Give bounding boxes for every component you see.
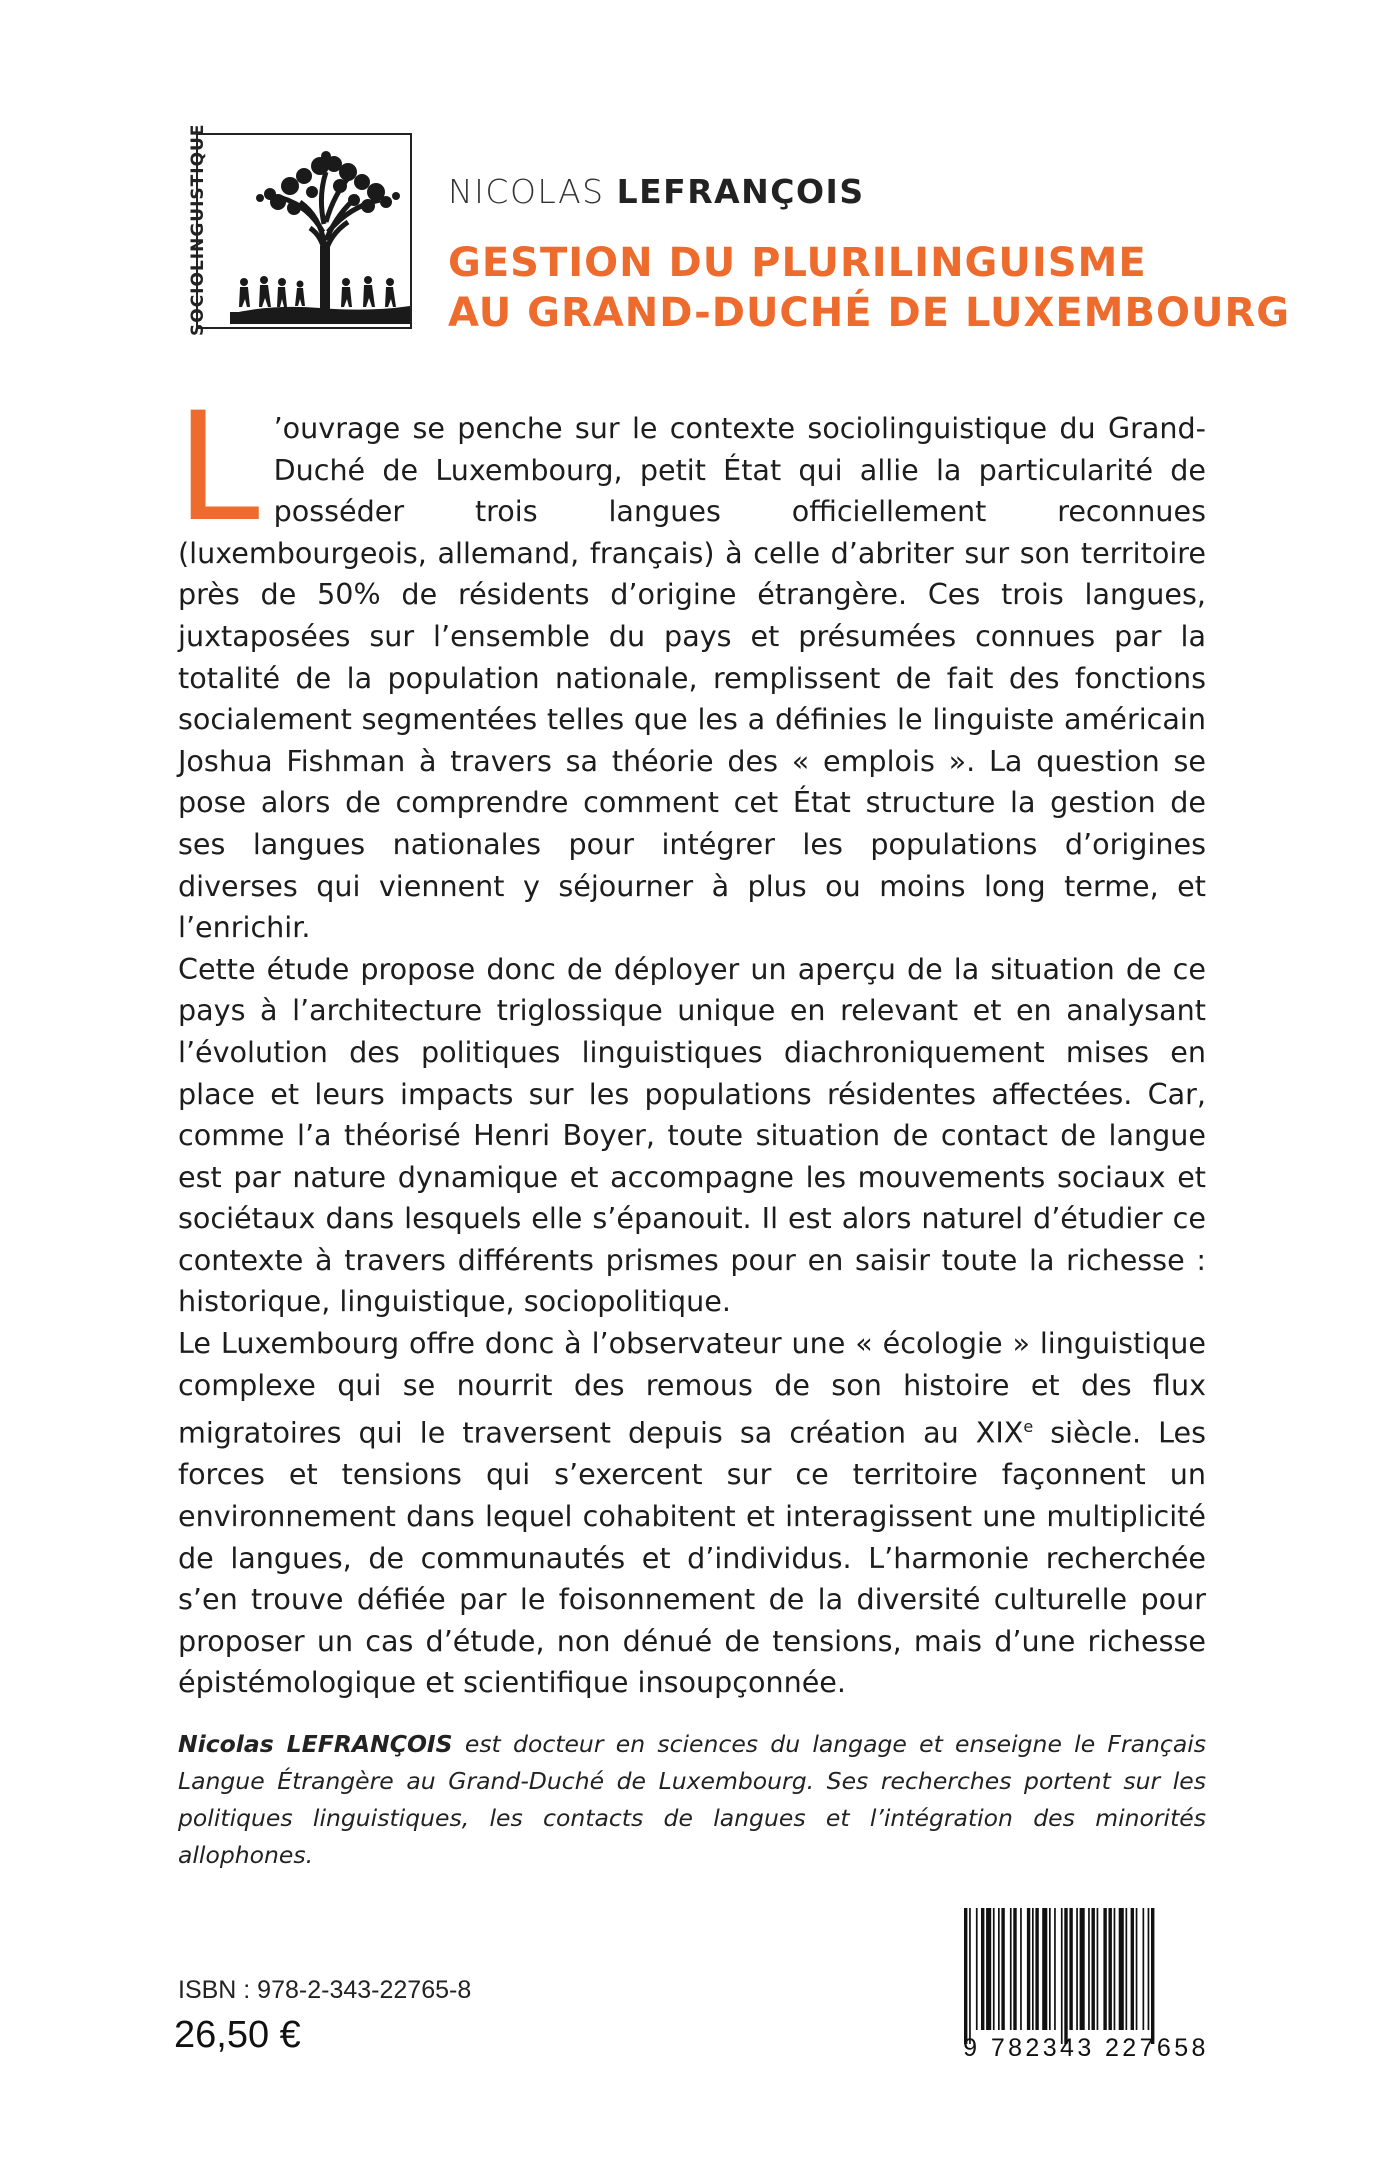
century-superscript: e	[1023, 1417, 1034, 1437]
author-bio	[178, 1726, 1206, 1874]
description-paragraph-3	[178, 1323, 1206, 1704]
description-paragraph-2: Cette étude propose donc de déployer un aperçu de la situation de ce pays à l’architecture triglossique unique en relevant et en analysant l’évolution des politiques linguistiques diachroniquement mises en place et leurs impacts sur les populations résidentes affectées. Car, comme l’a théorisé Henri Boyer, toute situation de contact de langue est par nature dynamique et accompagne les mouvements sociaux et sociétaux dans lesquels elle s’épanouit. Il est alors naturel d’étudier ce contexte à travers différents prismes pour en saisir toute la richesse : historique, linguistique, sociopolitique.	[178, 951, 1206, 1319]
book-title	[448, 238, 1290, 338]
description-paragraph-1	[176, 381, 1206, 949]
bio-author-name: Nicolas LEFRANÇOIS	[178, 1730, 453, 1758]
series-label: SOCIOLINGUISTIQUE	[188, 123, 208, 336]
drop-cap: L	[176, 381, 260, 555]
author-name	[448, 172, 865, 211]
paragraph-1-text: ’ouvrage se penche sur le contexte sociolinguistique du Grand-Duché de Luxembourg, petit État qui allie la particularité de posséder trois langues officiellement reconnues (luxembourgeois, allemand, français) à celle d’abriter sur son territoire près de 50% de résidents d’origine étrangère. Ces trois langues, juxtaposées sur l’ensemble du pays et présumées connues par la totalité de la population nationale, remplissent de fait des fonctions socialement segmentées telles que les a définies le linguiste américain Joshua Fishman à travers sa théorie des « emplois ». La question se pose alors de comprendre comment cet État structure la gestion de ses langues nationales pour intégrer les populations d’origines diverses qui viennent y séjourner à plus ou moins long terme, et l’enrichir.	[178, 411, 1206, 945]
barcode-digits: 9 782343 227658	[963, 2034, 1209, 2062]
bio-text: est docteur en sciences du langage et enseigne le Français Langue Étrangère au Grand-Duché de Luxembourg. Ses recherches portent sur les politiques linguistiques, les contacts de langues et l’intégration des minorités allophones.	[178, 1730, 1206, 1869]
tree-with-walking-people-icon	[230, 136, 410, 326]
paragraph-3-text-b: siècle. Les forces et tensions qui s’exercent sur ce territoire façonnent un environnement dans lequel cohabitent et interagissent une multiplicité de langues, de communautés et d’individus. L’harmonie recherchée s’en trouve défiée par le foisonnement de la diversité culturelle pour proposer un cas d’étude, non dénué de tensions, mais d’une richesse épistémologique et scientifique insoupçonnée.	[178, 1415, 1207, 1700]
book-title-line-2: AU GRAND-DUCHÉ DE LUXEMBOURG	[448, 290, 1291, 336]
author-last-name: LEFRANÇOIS	[616, 172, 865, 211]
back-cover-description	[176, 381, 1207, 1704]
paragraph-3-text-a: Le Luxembourg offre donc à l’observateur une « écologie » linguistique complexe qui se nourrit des remous de son histoire et des flux migratoires qui le traversent depuis sa création au XIX	[178, 1326, 1206, 1450]
author-first-name: NICOLAS	[448, 172, 605, 211]
price: 26,50 €	[174, 2014, 301, 2056]
book-title-line-1: GESTION DU PLURILINGUISME	[448, 240, 1147, 286]
isbn: ISBN : 978-2-343-22765-8	[178, 1976, 472, 2004]
